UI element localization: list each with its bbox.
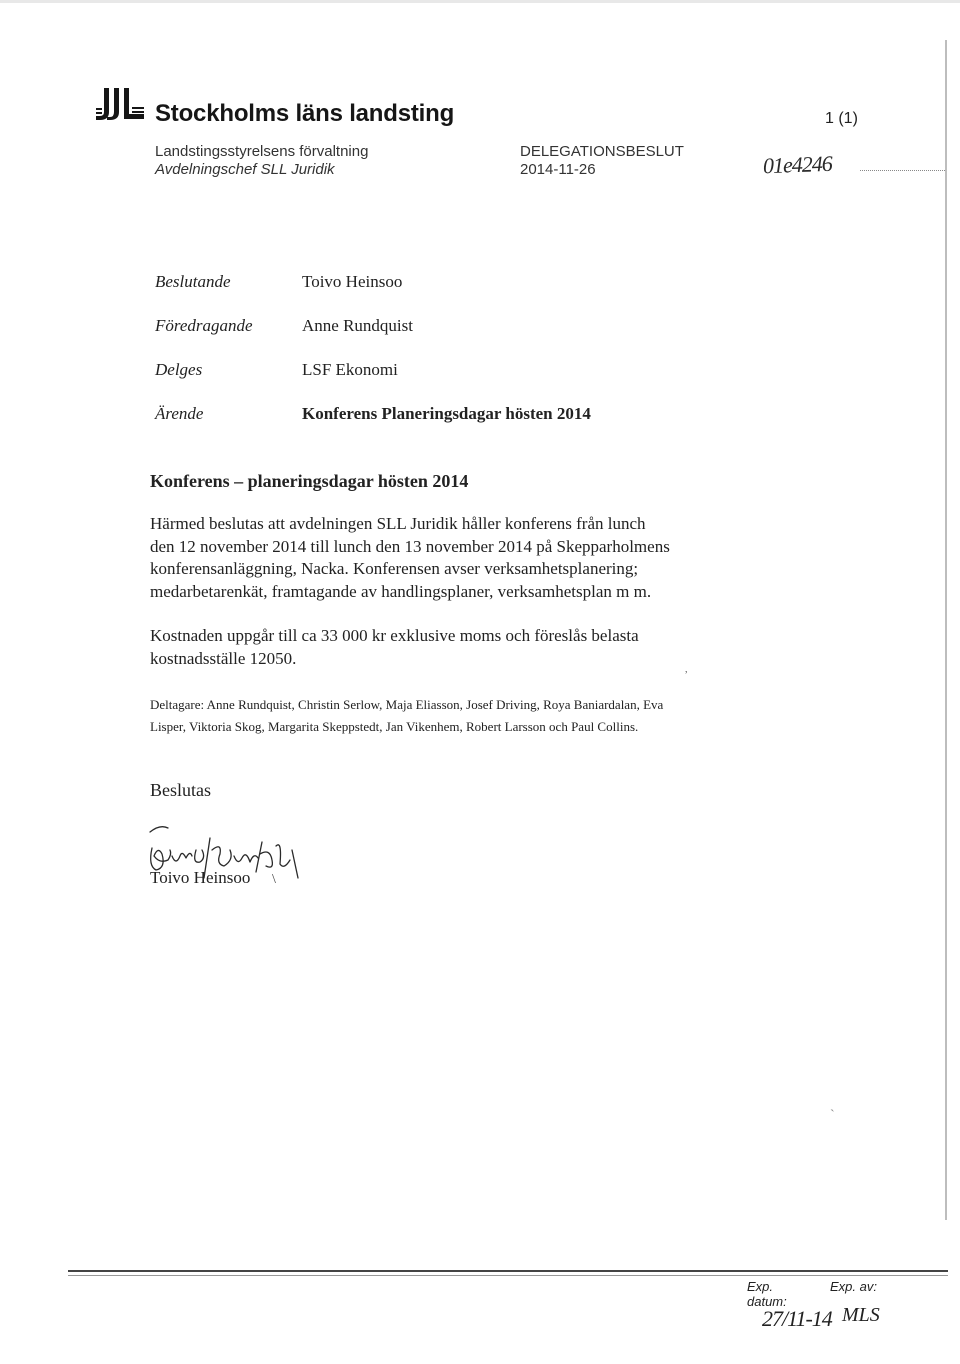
cost-paragraph [150,625,720,670]
meta-value-presenter: Anne Rundquist [302,316,413,335]
footer-rule [68,1270,948,1272]
reference-dotted-line [860,170,945,172]
scan-speck: ` [830,1108,835,1123]
paragraph-line: Härmed beslutas att avdelningen SLL Juridik håller konferens från lunch [150,514,646,533]
signature-tail-mark: \ [272,872,276,887]
expedition-by-label: Exp. av: [830,1279,877,1294]
paragraph-line: Kostnaden uppgår till ca 33 000 kr exklusive moms och föreslås belasta [150,626,639,645]
decision-paragraph [150,513,720,603]
paragraph-line: den 12 november 2014 till lunch den 13 november 2014 på Skepparholmens [150,536,670,556]
paragraph-line: medarbetarenkät, framtagande av handlingsplaner, verksamhetsplan m m. [150,581,652,601]
unit-name: Avdelningschef SLL Juridik [155,161,335,178]
page-number: 1 (1) [825,110,858,127]
scan-edge-line [945,40,947,1220]
footer-rule-secondary [68,1275,948,1276]
meta-value-distribution: LSF Ekonomi [302,360,398,379]
paragraph-line: kostnadsställe 12050. [150,648,297,668]
expedition-date-value: 27/11-14 [762,1306,832,1331]
scan-artifact-top [0,0,960,3]
paragraph-line: konferensanläggning, Nacka. Konferensen avser verksamhetsplanering; [150,559,639,578]
document-date: 2014-11-26 [520,161,596,178]
sll-logo-icon [96,88,150,122]
handwritten-reference: 01e4246 [762,150,833,179]
section-heading: Konferens – planeringsdagar hösten 2014 [150,471,469,491]
meta-label-distribution: Delges [155,360,203,379]
decision-label: Beslutas [150,780,211,800]
organization-name: Stockholms läns landsting [155,100,455,127]
meta-label-presenter: Föredragande [155,316,253,335]
meta-label-matter: Ärende [155,404,204,423]
document-type: DELEGATIONSBESLUT [520,143,684,160]
participants-line: Lisper, Viktoria Skog, Margarita Skeppstedt, Jan Vikenhem, Robert Larsson och Paul Collins. [150,719,639,734]
expedition-by-value: MLS [842,1304,880,1326]
meta-label-decision-maker: Beslutande [155,272,231,291]
meta-value-matter: Konferens Planeringsdagar hösten 2014 [302,404,591,423]
expedition-date-label: Exp. datum: [747,1279,787,1309]
meta-value-decision-maker: Toivo Heinsoo [302,272,403,291]
signer-name: Toivo Heinsoo [150,868,251,887]
participants-line: Deltagare: Anne Rundquist, Christin Serlow, Maja Eliasson, Josef Driving, Roya Baniardalan, Eva [150,697,664,712]
participants-list [150,694,730,738]
administration-name: Landstingsstyrelsens förvaltning [155,143,369,160]
scan-speck: , [685,664,688,675]
